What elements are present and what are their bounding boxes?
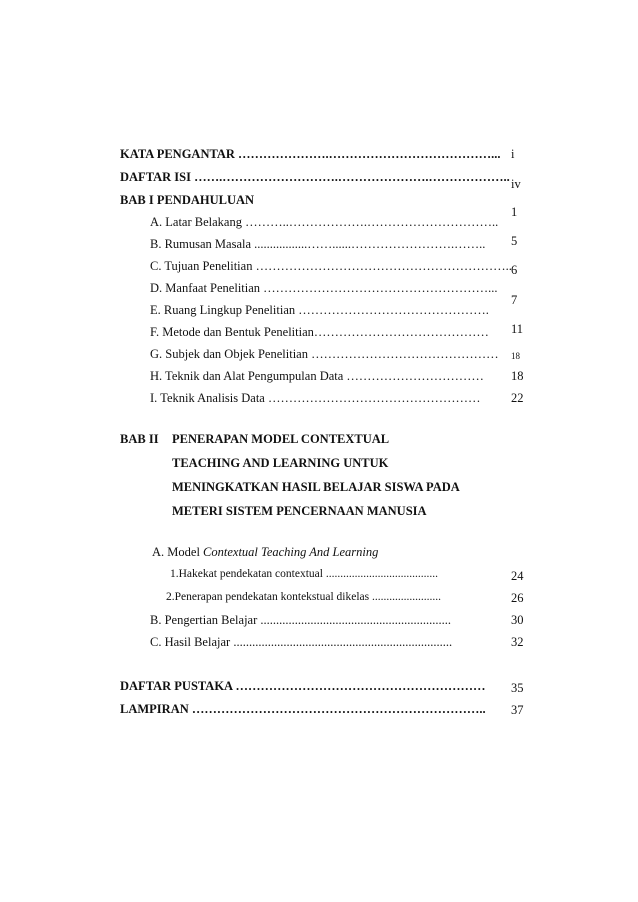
page-number: i (511, 147, 515, 161)
page-number: 18 (511, 369, 524, 383)
page-number: 5 (511, 234, 518, 248)
page-number: 18 (511, 351, 520, 361)
toc-bab2-sub-2: 2.Penerapan pendekatan kontekstual dikelas ........................ (166, 591, 441, 603)
toc-bab2-item-b: B. Pengertian Belajar ............................................................. (150, 613, 452, 627)
toc-lampiran: LAMPIRAN …………………………………………………………….. (120, 702, 486, 716)
toc-bab1-heading: BAB I PENDAHULUAN (120, 193, 255, 207)
toc-bab1-item-i: I. Teknik Analisis Data …………………………………………… (150, 391, 481, 405)
toc-bab1-item-e: E. Ruang Lingkup Penelitian ………………………………………. (150, 303, 489, 317)
toc-bab2-item-c: C. Hasil Belajar ...................................................................... (150, 635, 453, 649)
toc-bab2-title-line1: PENERAPAN MODEL CONTEXTUAL (172, 432, 390, 446)
toc-bab1-item-a: A. Latar Belakang ………..……………….………………………….. (150, 215, 499, 229)
page-number: 1 (511, 205, 518, 219)
toc-bab2-label: BAB II (120, 432, 159, 446)
page-number: iv (511, 177, 521, 191)
page-number: 32 (511, 635, 524, 649)
toc-bab1-item-c: C. Tujuan Penelitian …………………………………………………….. (150, 259, 512, 273)
toc-bab1-item-b: B. Rumusan Masala .................……......…………………….…….. (150, 237, 486, 251)
toc-bab2-item-a-italic: Contextual Teaching And Learning (203, 545, 379, 559)
toc-kata-pengantar: KATA PENGANTAR ………………….…………………………………... (120, 147, 501, 161)
page-number: 11 (511, 322, 524, 336)
toc-bab1-item-f: F. Metode dan Bentuk Penelitian…………………………………… (150, 325, 489, 339)
page-number: 35 (511, 681, 524, 695)
toc-daftar-pustaka: DAFTAR PUSTAKA …………………………………………………… (120, 679, 486, 693)
toc-bab2-sub-1: 1.Hakekat pendekatan contextual ....................................... (170, 568, 438, 580)
toc-bab2-title-line4: METERI SISTEM PENCERNAAN MANUSIA (172, 504, 427, 518)
page-number: 6 (511, 263, 518, 277)
page-number: 24 (511, 569, 524, 583)
page-number: 22 (511, 391, 524, 405)
toc-bab2-item-a (152, 544, 378, 560)
page-number: 7 (511, 293, 518, 307)
toc-bab2-item-a-prefix: A. Model (152, 545, 204, 559)
toc-bab1-item-d: D. Manfaat Penelitian ………………………………………………... (150, 281, 498, 295)
toc-bab1-item-h: H. Teknik dan Alat Pengumpulan Data …………………………… (150, 369, 484, 383)
page-number: 26 (511, 591, 524, 605)
toc-bab1-item-g: G. Subjek dan Objek Penelitian ……………………………………… (150, 347, 499, 361)
toc-bab2-title-line2: TEACHING AND LEARNING UNTUK (172, 456, 389, 470)
toc-daftar-isi: DAFTAR ISI …….……………………….………………….……………….. (120, 170, 510, 184)
page-number: 30 (511, 613, 524, 627)
page-number: 37 (511, 703, 524, 717)
toc-bab2-title-line3: MENINGKATKAN HASIL BELAJAR SISWA PADA (172, 480, 460, 494)
